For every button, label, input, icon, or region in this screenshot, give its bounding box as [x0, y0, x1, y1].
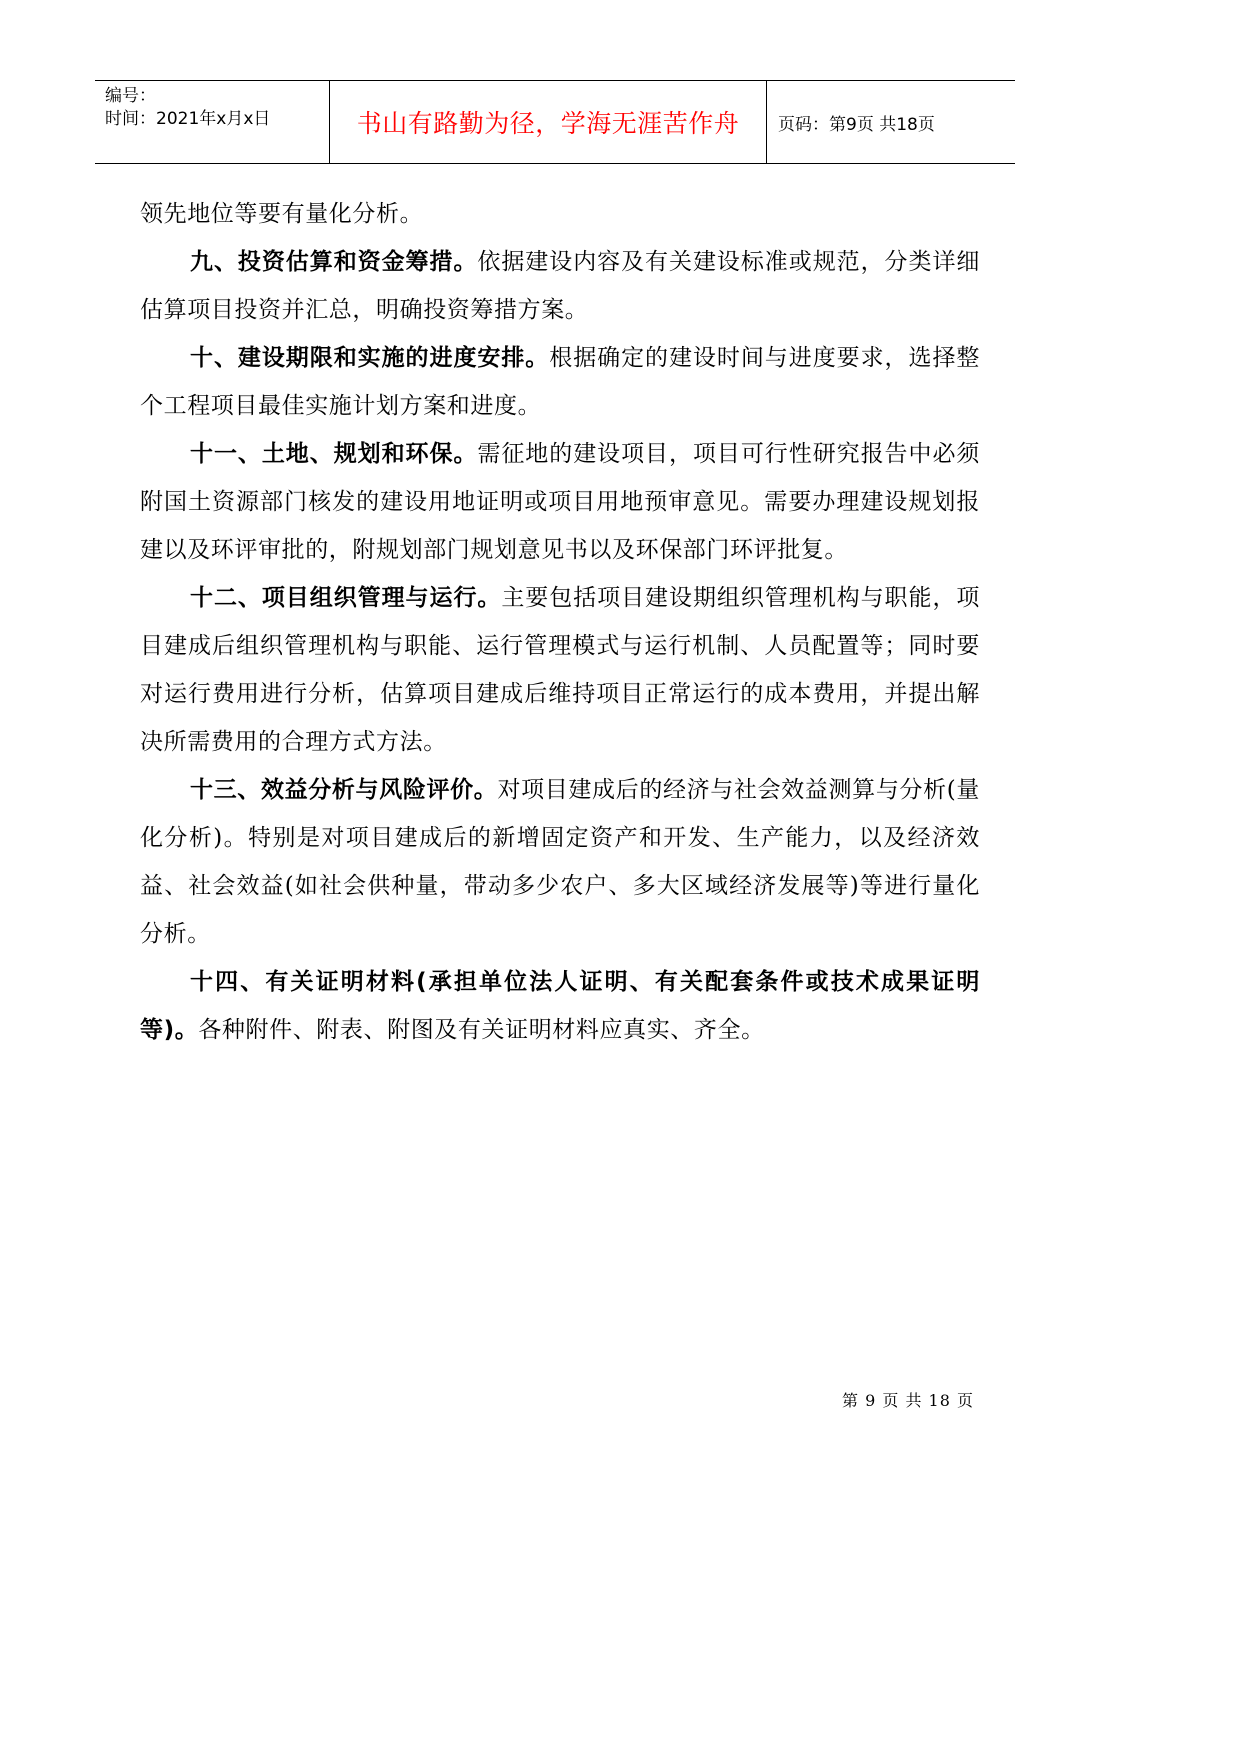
header-motto: 书山有路勤为径，学海无涯苦作舟 [356, 109, 740, 138]
paragraph-section-13 [140, 766, 980, 958]
document-number-label: 编号： [105, 86, 156, 106]
paragraph-text: 主要包括项目建设期组织管理机构与职能，项目建成后组织管理机构与职能、运行管理模式与运行机制、人员配置等；同时要对运行费用进行分析，估算项目建成后维持项目正常运行的成本费用，并提出解决所需费用的合理方式方法。 [140, 585, 981, 755]
paragraph-section-9 [140, 238, 980, 334]
paragraph-heading: 十四、有关证明材料(承担单位法人证明、有关配套条件或技术成果证明等)。 [140, 969, 980, 1043]
paragraph-section-12 [140, 574, 980, 766]
paragraph-text: 各种附件、附表、附图及有关证明材料应真实、齐全。 [198, 1017, 765, 1043]
paragraph-heading: 十三、效益分析与风险评价。 [190, 777, 498, 803]
header-page-code: 页码：第9页 共18页 [778, 114, 935, 135]
paragraph-text: 领先地位等要有量化分析。 [140, 201, 424, 227]
paragraph-section-14 [140, 958, 980, 1054]
paragraph-text: 依据建设内容及有关建设标准或规范，分类详细估算项目投资并汇总，明确投资筹措方案。 [140, 249, 980, 323]
paragraph-heading: 九、投资估算和资金筹措。 [190, 249, 478, 275]
paragraph-continuation [140, 190, 980, 238]
paragraph-heading: 十一、土地、规划和环保。 [190, 441, 478, 467]
paragraph-section-10 [140, 334, 980, 430]
paragraph-text: 对项目建成后的经济与社会效益测算与分析(量化分析)。特别是对项目建成后的新增固定资产和开发、生产能力，以及经济效益、社会效益(如社会供种量，带动多少农户、多大区域经济发展等)等进行量化分析。 [140, 777, 980, 947]
paragraph-heading: 十、建设期限和实施的进度安排。 [190, 345, 550, 371]
header-meta-cell [95, 81, 329, 163]
paragraph-heading: 十二、项目组织管理与运行。 [190, 585, 502, 611]
page-header [95, 80, 1015, 164]
document-time-label: 时间：2021年x月x日 [105, 109, 271, 129]
page-footer: 第 9 页 共 18 页 [842, 1391, 974, 1410]
paragraph-text: 根据确定的建设时间与进度要求，选择整个工程项目最佳实施计划方案和进度。 [140, 345, 980, 419]
header-motto-cell [329, 81, 767, 163]
document-body [140, 190, 980, 1054]
header-page-cell [766, 81, 1015, 163]
paragraph-text: 需征地的建设项目，项目可行性研究报告中必须附国土资源部门核发的建设用地证明或项目用地预审意见。需要办理建设规划报建以及环评审批的，附规划部门规划意见书以及环保部门环评批复。 [140, 441, 980, 563]
paragraph-section-11 [140, 430, 980, 574]
